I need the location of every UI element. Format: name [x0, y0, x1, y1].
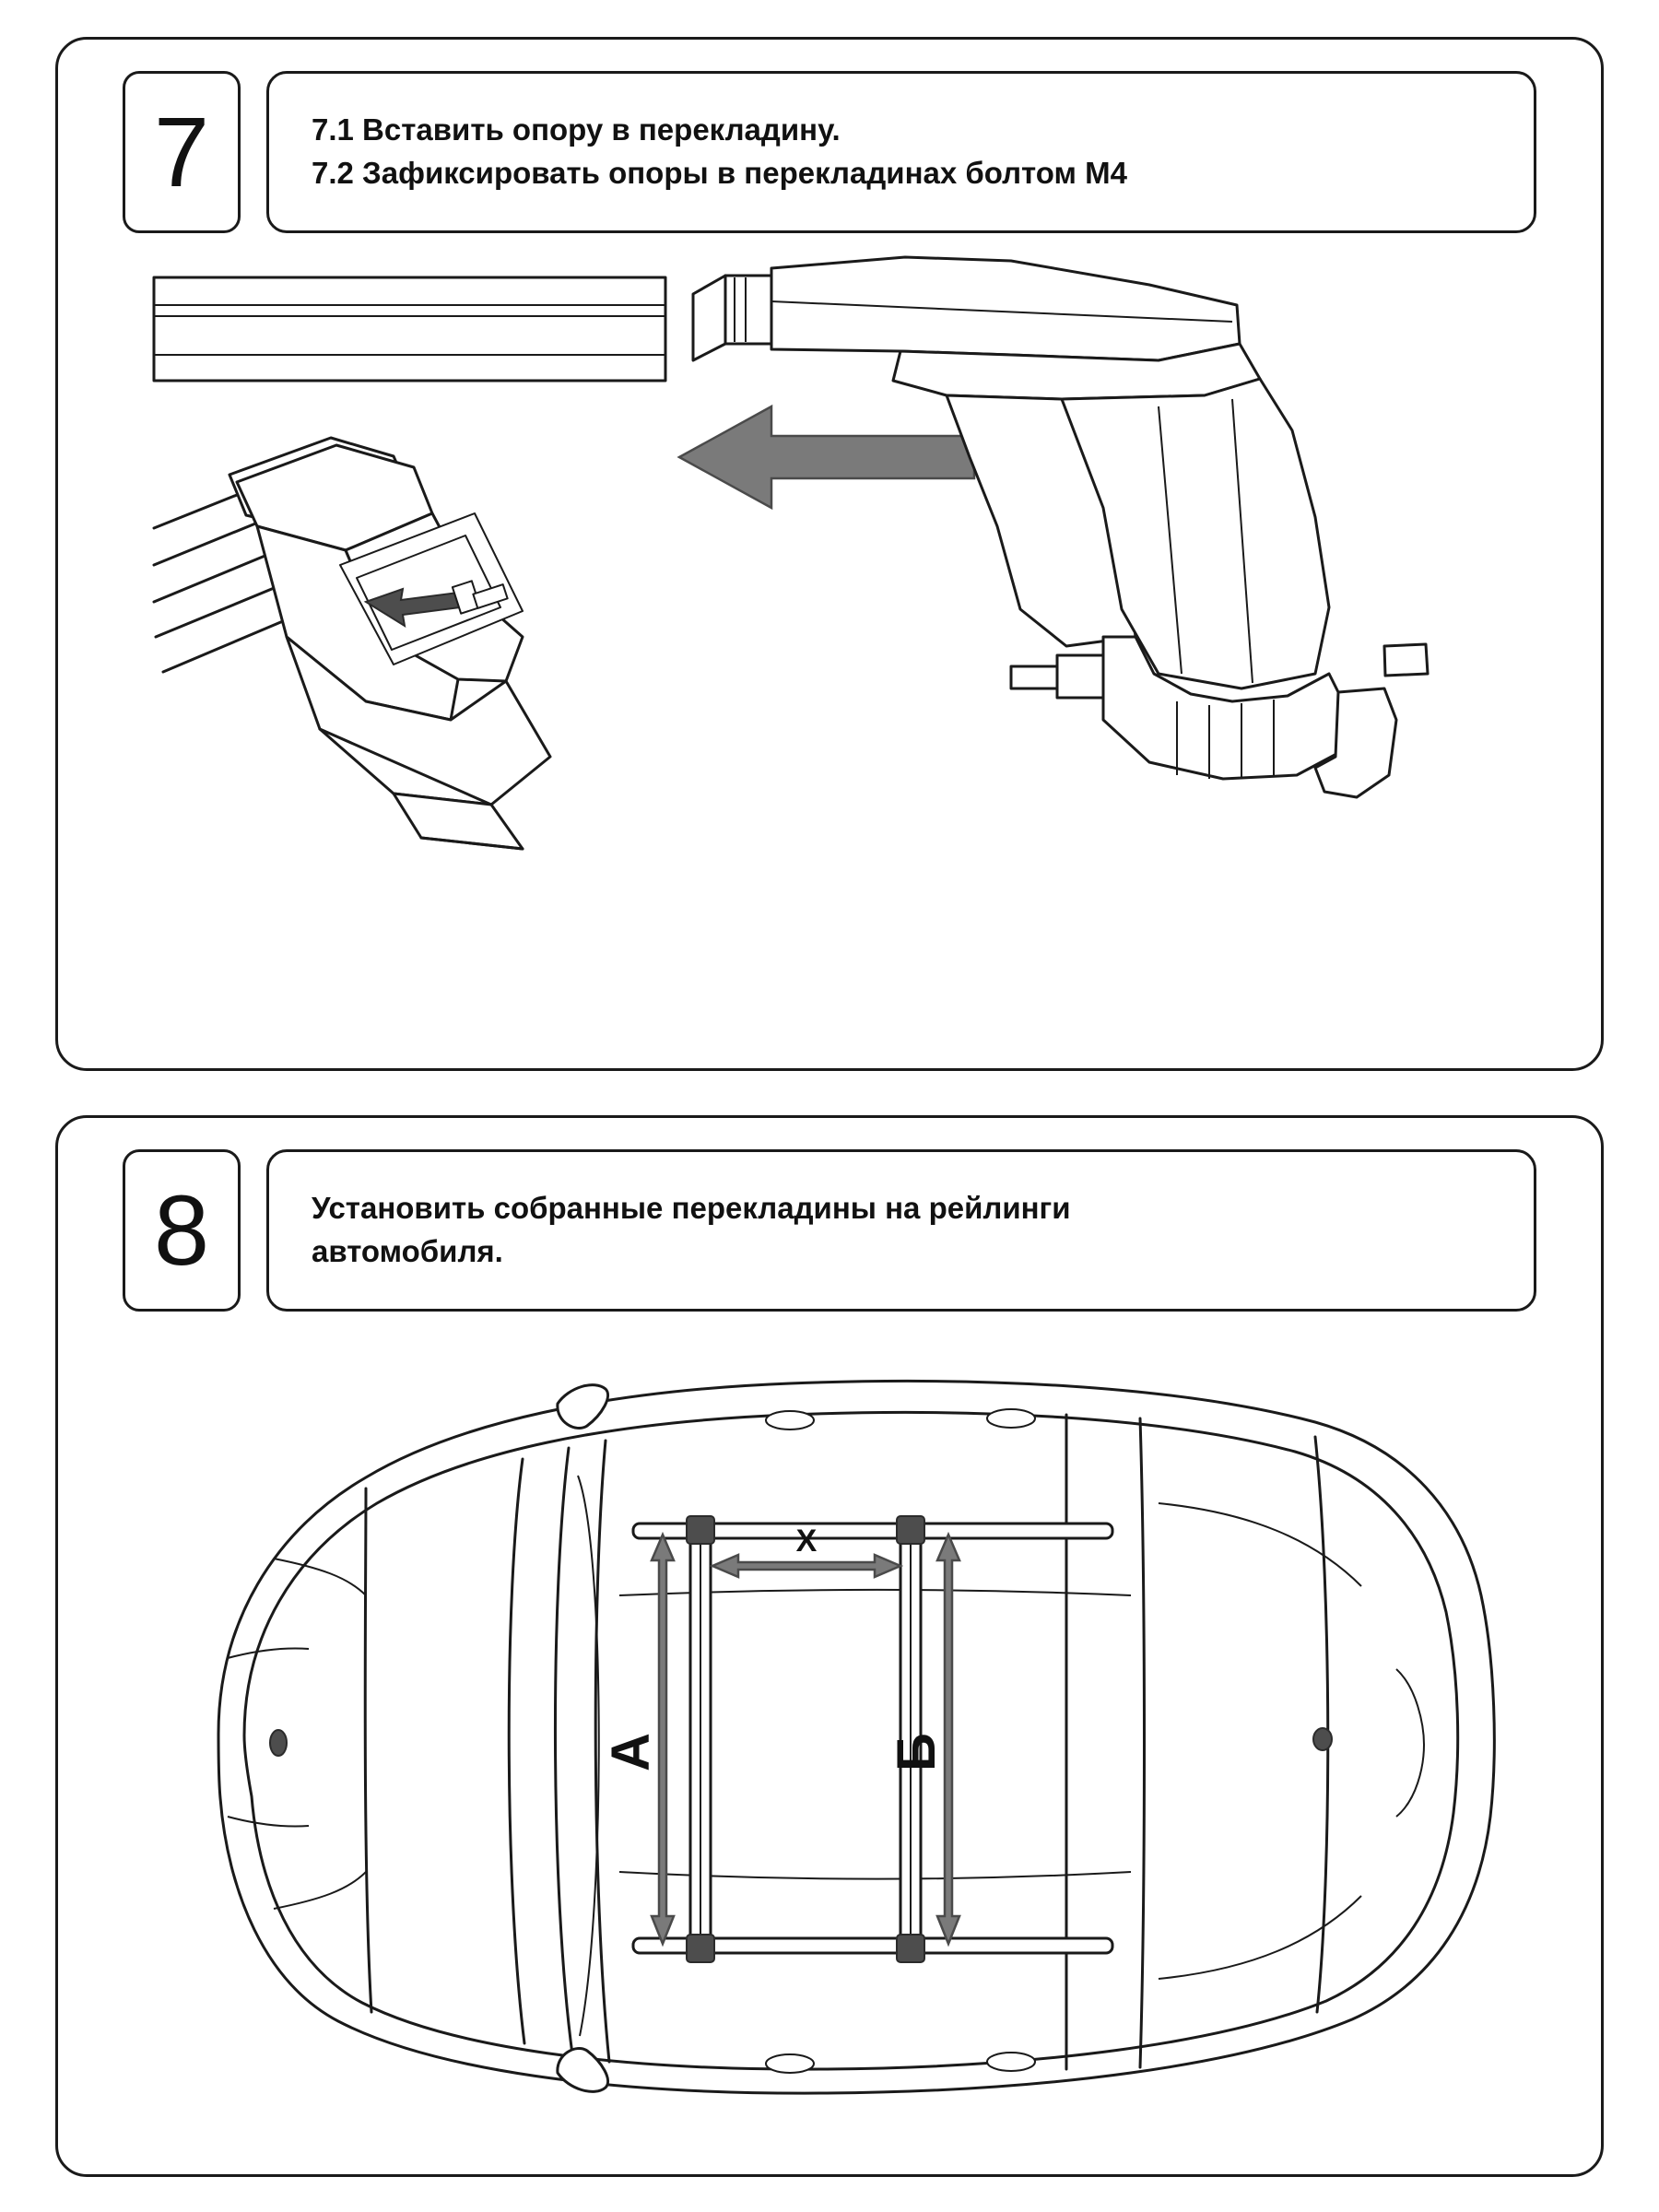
step-panel-8 [55, 1115, 1604, 2177]
step-8-text-line-2: автомобиля. [312, 1234, 503, 1268]
roof-rack-foot [693, 257, 1428, 797]
step-8-text-line-1: Установить собранные перекладины на рейлинги [312, 1191, 1071, 1226]
dimension-label-a: А [601, 1733, 661, 1771]
car-top-view [218, 1381, 1494, 2093]
step-8-text-box [266, 1149, 1536, 1312]
crossbar-profile [154, 277, 665, 381]
dimension-label-x: X [795, 1524, 818, 1559]
step-7-number-box [123, 71, 241, 233]
step-7-illustration [89, 241, 1564, 1042]
step-7-number: 7 [153, 96, 210, 207]
step-8-number: 8 [153, 1174, 210, 1286]
step-7-text-line-1: 7.1 Вставить опору в перекладину. [312, 112, 841, 147]
step-8-number-box [123, 1149, 241, 1312]
step-7-header [89, 65, 1570, 241]
step-7-figure [89, 241, 1570, 1042]
step-8-header [89, 1144, 1570, 1319]
assembly-direction-arrow [679, 406, 974, 508]
step-7-text-line-2: 7.2 Зафиксировать опоры в перекладинах болтом М4 [312, 156, 1127, 190]
step-panel-7 [55, 37, 1604, 1071]
crossbar-insertion-detail [154, 438, 550, 849]
step-7-text-box [266, 71, 1536, 233]
step-8-figure [89, 1319, 1570, 2148]
step-8-illustration [89, 1319, 1564, 2148]
dimension-label-b: Б [887, 1733, 947, 1771]
